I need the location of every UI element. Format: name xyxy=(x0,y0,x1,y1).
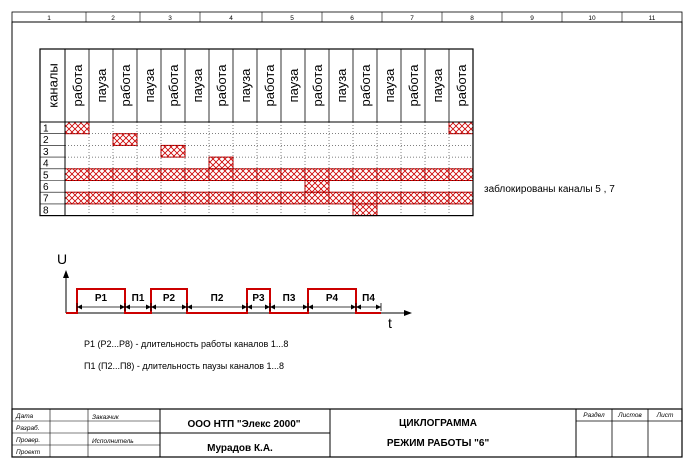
segment-label: P2 xyxy=(162,293,176,304)
active-cell xyxy=(137,169,161,181)
active-cell xyxy=(425,192,449,204)
row-number: 1 xyxy=(43,123,49,135)
active-cell xyxy=(449,192,473,204)
x-axis-label: t xyxy=(388,315,392,331)
row-number: 5 xyxy=(43,170,49,182)
tb-date-label: Дата xyxy=(16,413,34,420)
tb-sheets-label: Листов xyxy=(618,412,642,419)
row-number: 2 xyxy=(43,135,49,147)
signal-diagram xyxy=(57,251,412,331)
column-header: пауза xyxy=(94,68,109,103)
ruler-label: 1 xyxy=(47,15,51,22)
active-cell xyxy=(401,169,425,181)
column-header: пауза xyxy=(238,68,253,103)
active-cell xyxy=(353,192,377,204)
ruler-label: 6 xyxy=(350,15,354,22)
active-cell xyxy=(161,169,185,181)
channels-header: каналы xyxy=(45,63,61,108)
segment-label: P3 xyxy=(252,293,265,304)
active-cell xyxy=(89,169,113,181)
segment-label: П2 xyxy=(210,293,224,304)
active-cell xyxy=(257,169,281,181)
segment-label: П1 xyxy=(131,293,145,304)
tb-customer-label: Заказчик xyxy=(92,414,119,421)
active-cell xyxy=(113,192,137,204)
segment-label: P4 xyxy=(325,293,339,304)
title-block xyxy=(12,409,682,457)
active-cell xyxy=(281,192,305,204)
active-cell xyxy=(305,181,329,193)
column-header: работа xyxy=(406,64,421,107)
active-cell xyxy=(233,169,257,181)
active-cell xyxy=(89,192,113,204)
column-header: работа xyxy=(166,64,181,107)
column-header: работа xyxy=(118,64,133,107)
ruler-label: 8 xyxy=(470,15,474,22)
ruler-label: 9 xyxy=(530,15,534,22)
y-axis-label: U xyxy=(57,251,68,267)
row-number: 8 xyxy=(43,205,49,217)
active-cell xyxy=(449,169,473,181)
active-cell xyxy=(329,169,353,181)
active-cell xyxy=(65,169,89,181)
column-header: пауза xyxy=(334,68,349,103)
active-cell xyxy=(209,192,233,204)
active-cell xyxy=(353,169,377,181)
active-cell xyxy=(209,169,233,181)
active-cell xyxy=(257,192,281,204)
legend-line-pause: П1 (П2...П8) - длительность паузы каналов 1...8 xyxy=(84,361,285,371)
active-cell xyxy=(329,192,353,204)
tb-author: Мурадов К.А. xyxy=(207,443,273,454)
active-cell xyxy=(401,192,425,204)
column-header: работа xyxy=(358,64,373,107)
column-header: пауза xyxy=(190,68,205,103)
column-header: пауза xyxy=(286,68,301,103)
active-cell xyxy=(161,192,185,204)
active-cell xyxy=(185,169,209,181)
active-cell xyxy=(209,157,233,169)
active-cell xyxy=(113,134,137,146)
column-header: пауза xyxy=(382,68,397,103)
active-cell xyxy=(185,192,209,204)
tb-executor-label: Исполнитель xyxy=(92,438,134,445)
row-number: 4 xyxy=(43,158,49,170)
ruler-label: 2 xyxy=(111,15,115,22)
active-cell xyxy=(233,192,257,204)
row-number: 3 xyxy=(43,146,49,158)
active-cell xyxy=(353,204,377,216)
segment-label: P1 xyxy=(94,293,108,304)
column-header: работа xyxy=(310,64,325,107)
segment-label: П4 xyxy=(362,293,375,304)
active-cell xyxy=(377,192,401,204)
ruler-label: 10 xyxy=(588,15,596,22)
active-cell xyxy=(65,192,89,204)
active-cell xyxy=(449,122,473,134)
active-cell xyxy=(281,169,305,181)
row-number: 7 xyxy=(43,193,49,205)
active-cell xyxy=(377,169,401,181)
ruler-label: 11 xyxy=(648,15,656,22)
column-header: пауза xyxy=(142,68,157,103)
column-header: работа xyxy=(70,64,85,107)
tb-section-label: Раздел xyxy=(583,412,605,419)
tb-document-title: ЦИКЛОГРАММА xyxy=(399,418,477,429)
channel-grid xyxy=(40,49,473,216)
top-ruler xyxy=(12,12,682,22)
tb-document-subtitle: РЕЖИМ РАБОТЫ "6" xyxy=(386,438,490,449)
active-cell xyxy=(161,145,185,157)
tb-developed-label: Разраб. xyxy=(16,425,40,432)
active-cell xyxy=(137,192,161,204)
ruler-label: 5 xyxy=(290,15,294,22)
active-cell xyxy=(425,169,449,181)
column-header: работа xyxy=(262,64,277,107)
ruler-label: 7 xyxy=(410,15,414,22)
segment-label: П3 xyxy=(282,293,296,304)
row-number: 6 xyxy=(43,182,49,193)
legend-line-work: P1 (P2...P8) - длительность работы каналов 1...8 xyxy=(84,339,289,349)
column-header: работа xyxy=(214,64,229,107)
active-cell xyxy=(65,122,89,134)
active-cell xyxy=(305,192,329,204)
ruler-label: 3 xyxy=(168,15,172,22)
active-cell xyxy=(305,169,329,181)
tb-organization: ООО НТП "Элекс 2000" xyxy=(187,419,301,430)
ruler-label: 4 xyxy=(229,15,233,22)
tb-project-label: Проект xyxy=(16,449,41,456)
column-header: пауза xyxy=(430,68,445,103)
active-cell xyxy=(113,169,137,181)
blocked-note: заблокированы каналы 5 , 7 xyxy=(484,184,615,195)
tb-checked-label: Провер. xyxy=(16,437,41,444)
tb-sheet-label: Лист xyxy=(656,412,674,419)
column-header: работа xyxy=(454,64,469,107)
